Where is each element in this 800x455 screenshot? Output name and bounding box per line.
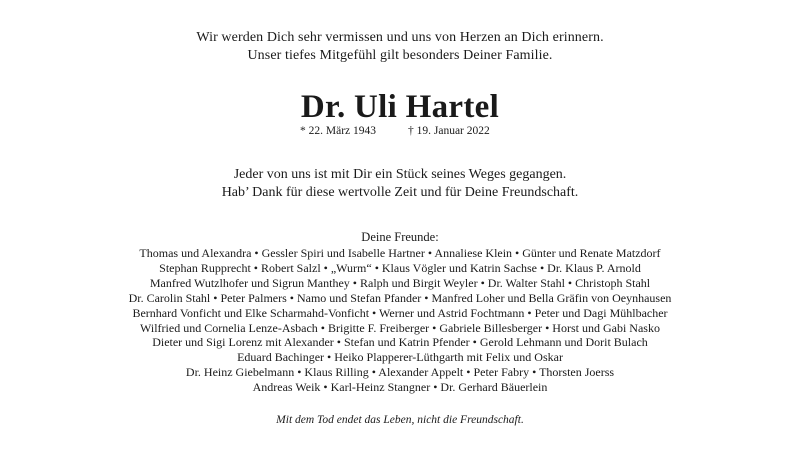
friends-line: Dr. Heinz Giebelmann • Klaus Rilling • Alexander Appelt • Peter Fabry • Thorsten Joerss bbox=[185, 365, 615, 380]
friends-line: Thomas und Alexandra • Gessler Spiri und Isabelle Hartner • Annaliese Klein • Günter und Renate Matzdorf bbox=[139, 246, 661, 260]
friends-line: Manfred Wutzlhofer und Sigrun Manthey • Ralph und Birgit Weyler • Dr. Walter Stahl • Christoph Stahl bbox=[149, 275, 651, 290]
friends-heading: Deine Freunde: bbox=[361, 230, 439, 244]
closing-quote: Mit dem Tod endet das Leben, nicht die Freundschaft. bbox=[276, 414, 524, 426]
intro-line-1: Wir werden Dich sehr vermissen und uns von Herzen an Dich erinnern. bbox=[196, 30, 604, 45]
intro-text bbox=[0, 29, 800, 65]
death-date: † 19. Januar 2022 bbox=[408, 125, 490, 137]
friends-line: Stephan Rupprecht • Robert Salzl • „Wurm“ • Klaus Vögler und Katrin Sachse • Dr. Klaus P. Arnold bbox=[159, 260, 641, 275]
friends-list bbox=[0, 246, 800, 395]
friends-line: Dr. Carolin Stahl • Peter Palmers • Namo und Stefan Pfander • Manfred Loher und Bella Gräfin von Oeynhausen bbox=[128, 290, 672, 305]
friends-line: Dieter und Sigi Lorenz mit Alexander • Stefan und Katrin Pfender • Gerold Lehmann und Dorit Bulach bbox=[152, 335, 648, 350]
life-dates bbox=[0, 123, 800, 139]
verse-line-1: Jeder von uns ist mit Dir ein Stück seines Weges gegangen. bbox=[233, 167, 567, 182]
farewell-verse bbox=[0, 166, 800, 202]
intro-line-2: Unser tiefes Mitgefühl gilt besonders Deiner Familie. bbox=[247, 48, 553, 63]
friends-line: Eduard Bachinger • Heiko Plapperer-Lüthgarth mit Felix und Oskar bbox=[237, 350, 563, 365]
friends-line: Bernhard Vonficht und Elke Scharmahd-Vonficht • Werner und Astrid Fochtmann • Peter und Dagi Mühlbacher bbox=[132, 305, 668, 320]
friends-line: Wilfried und Cornelia Lenze-Asbach • Brigitte F. Freiberger • Gabriele Billesberger • Horst und Gabi Nasko bbox=[140, 320, 660, 335]
friends-line: Andreas Weik • Karl-Heinz Stangner • Dr. Gerhard Bäuerlein bbox=[252, 380, 548, 395]
birth-date: * 22. März 1943 bbox=[300, 125, 377, 137]
deceased-name: Dr. Uli Hartel bbox=[300, 89, 500, 125]
verse-line-2: Hab’ Dank für diese wertvolle Zeit und für Deine Freundschaft. bbox=[221, 185, 579, 200]
